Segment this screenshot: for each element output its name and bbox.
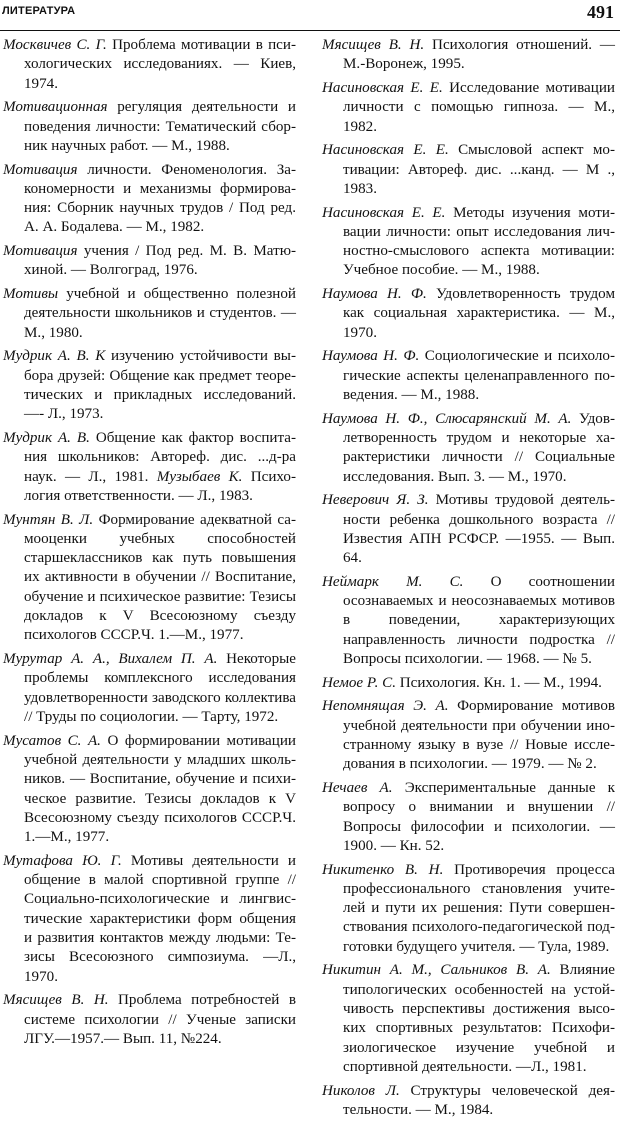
bibliography-entry xyxy=(322,573,615,669)
entry-author: Мудрик А. В. К xyxy=(3,348,106,365)
entry-text: Некоторые проблемы комплексного исследования удовлетворенности заводского коллектива // Труды по социологии. — Тарту, 1972. xyxy=(24,651,296,725)
bibliography-entry xyxy=(322,779,615,856)
bibliography-entry xyxy=(3,991,296,1049)
bibliography-entry xyxy=(3,732,296,848)
bibliography-entry xyxy=(322,141,615,199)
entry-author: Никитенко В. Н. xyxy=(322,861,444,878)
bibliography-entry xyxy=(322,204,615,281)
bibliography-entry xyxy=(322,861,615,957)
bibliography-entry xyxy=(3,36,296,94)
entry-author: Немое Р. С. xyxy=(322,674,396,691)
entry-author: Насиновская Е. Е. xyxy=(322,204,446,221)
entry-text: Противоречия процесса профессионального становления учителей и пути их решения: Пути совершенствования психолого-педагогической подготовки будущего учителя. — Тула, 1989. xyxy=(343,861,615,955)
entry-author: Мутафова Ю. Г. xyxy=(3,852,122,869)
entry-text: изучению устойчивости выбора друзей: Общение как предмет теоретических и прикладных исследований. —- Л., 1973. xyxy=(24,348,296,423)
entry-text: Методы изучения мотивации личности: опыт исследования личностно-смыслового аспекта мотивации: Учебное пособие. — М., 1988. xyxy=(343,204,615,279)
entry-text: регуляция деятельности и поведения личности: Тематический сборник научных работ. — М., 1988. xyxy=(24,99,296,154)
bibliography-entry xyxy=(322,410,615,487)
entry-text: Структуры человеческой деятельности. — М., 1984. xyxy=(343,1082,615,1118)
entry-author: Неймарк М. С. xyxy=(322,573,464,590)
entry-author: Мурутар А. А., Вихалем П. А. xyxy=(3,651,218,668)
bibliography-entry xyxy=(3,347,296,424)
bibliography-entry xyxy=(322,1082,615,1121)
entry-author: Нечаев А. xyxy=(322,779,393,796)
entry-author: Мясищев В. Н. xyxy=(3,992,109,1009)
bibliography-entry xyxy=(3,650,296,727)
bibliography-entry xyxy=(3,285,296,343)
entry-text: личности. Феноменология. Закономерности и механизмы формирования: Сборник научных трудов / Под ред. А. А. Бодалева. — М., 1982. xyxy=(24,161,296,236)
bibliography-entry xyxy=(322,491,615,568)
entry-author: Мотивация xyxy=(3,161,78,178)
entry-text: Смысловой аспект мотивации: Автореф. дис. ...канд. — М ., 1983. xyxy=(343,142,615,197)
entry-text: Экспериментальные данные к вопросу о внимании и внушении // Вопросы философии и психологии. — 1900. — Кн. 52. xyxy=(343,779,615,854)
entry-text: Социологические и психологические аспекты целенаправленного поведения. — М., 1988. xyxy=(343,348,615,403)
bibliography-entry xyxy=(3,242,296,281)
entry-author: Непомнящая Э. А. xyxy=(322,698,449,715)
entry-author: Мудрик А. В. xyxy=(3,429,90,446)
entry-author: Никитин А. М., Сальников В. А. xyxy=(322,962,551,979)
entry-author: Москвичев С. Г. xyxy=(3,37,107,53)
bibliography-entry xyxy=(322,961,615,1077)
right-column xyxy=(322,36,615,1125)
entry-text: Исследование мотивации личности с помощью гипноза. — М., 1982. xyxy=(343,79,615,135)
entry-text: Психология отношений. — М.-Воронеж, 1995. xyxy=(343,37,615,73)
entry-author: Мотивы xyxy=(3,286,59,303)
entry-text: О соотношении осознаваемых и неосознаваемых мотивов в поведении, характеризующих направленность личности подростка // Вопросы психологии. — 1968. — № 5. xyxy=(343,573,615,668)
bibliography-entry xyxy=(3,161,296,238)
entry-text: Влияние типологических особенностей на устойчивость перспективы достижения высоких спортивных результатов: Психофизиологическое изучение учебной и спортивной деятельности. —Л., 1981. xyxy=(343,962,615,1075)
bibliography-entry xyxy=(3,98,296,156)
bibliography-entry xyxy=(3,852,296,987)
page-number: 491 xyxy=(587,2,614,22)
entry-text: О формировании мотивации учебной деятельности у младших школьников. — Воспитание, обучение и психическое развитие. Тезисы докладов к V Всесоюзному съезду психологов СССР.Ч. 1.—М., 1977. xyxy=(24,732,296,846)
entry-text: учения / Под ред. М. В. Матюхиной. — Волгоград, 1976. xyxy=(24,243,296,279)
entry-author-second: Музыбаев К. xyxy=(156,468,243,485)
bibliography-entry xyxy=(3,511,296,646)
entry-author: Мунтян В. Л. xyxy=(3,511,94,528)
entry-author: Мотивационная xyxy=(3,99,108,116)
entry-author: Наумова Н. Ф. xyxy=(322,286,427,303)
left-column xyxy=(3,36,296,1054)
bibliography-entry xyxy=(322,347,615,405)
entry-text: Формирование мотивов учебной деятельности при обучении иностранному языку в вузе // Новые исследования в психологии. — 1979. — № 2. xyxy=(343,698,615,773)
entry-author: Насиновская Е. Е. xyxy=(322,142,449,159)
entry-text: Проблема мотивации в психологических исследованиях. — Киев, 1974. xyxy=(24,37,296,92)
entry-author: Наумова Н. Ф., Слюсарянский М. А. xyxy=(322,410,572,427)
entry-text: учебной и общественно полезной деятельности школьников и студентов. — М., 1980. xyxy=(24,286,296,341)
entry-text-second: Психология ответственности. — Л., 1983. xyxy=(24,468,296,504)
entry-text: Мотивы трудовой деятельности ребенка дошкольного возраста // Известия АПН РСФСР. —1955. — Вып. 64. xyxy=(343,492,615,567)
entry-author: Неверович Я. З. xyxy=(322,492,429,509)
entry-text: Мотивы деятельности и общение в малой спортивной группе // Социально-психологические и лингвистические характеристики форм общения и развития контактов между людьми: Тезисы Всесоюзного симпозиума. —Л., 1970. xyxy=(24,852,296,985)
entry-author: Наумова Н. Ф. xyxy=(322,348,420,365)
entry-text: Формирование адекватной самооценки учебных способностей старшеклассников как путь повышения их активности в обучении // Воспитание, обучение и психическое развитие: Тезисы докладов к V Всесоюзному съезду психологов СССР.Ч. 1.—М., 1977. xyxy=(24,511,297,644)
entry-text: Общение как фактор воспитания школьников: Автореф. дис. ...д-ра наук. — Л., 1981. xyxy=(24,429,296,485)
bibliography-entry xyxy=(322,674,615,693)
entry-text: Проблема потребностей в системе психологии // Ученые записки ЛГУ.—1957.— Вып. 11, №224. xyxy=(24,992,296,1047)
entry-author: Мотивация xyxy=(3,243,78,260)
entry-author: Насиновская Е. Е. xyxy=(322,79,443,96)
entry-text: Удовлетворенность трудом и некоторые характеристики личности // Социальные исследования. Вып. 3. — М., 1970. xyxy=(343,410,616,485)
bibliography-entry xyxy=(322,285,615,343)
bibliography-entry xyxy=(322,36,615,75)
entry-text: Психология. Кн. 1. — М., 1994. xyxy=(395,674,602,691)
entry-author: Николов Л. xyxy=(322,1082,400,1099)
entry-text: Удовлетворенность трудом как социальная характеристика. — М., 1970. xyxy=(343,286,615,341)
entry-author: Мясищев В. Н. xyxy=(322,37,425,53)
running-header xyxy=(0,0,620,31)
section-title: ЛИТЕРАТУРА xyxy=(2,5,76,17)
entry-author: Мусатов С. А. xyxy=(3,732,101,749)
bibliography-entry xyxy=(322,79,615,137)
bibliography-entry xyxy=(322,697,615,774)
bibliography-entry xyxy=(3,429,296,506)
